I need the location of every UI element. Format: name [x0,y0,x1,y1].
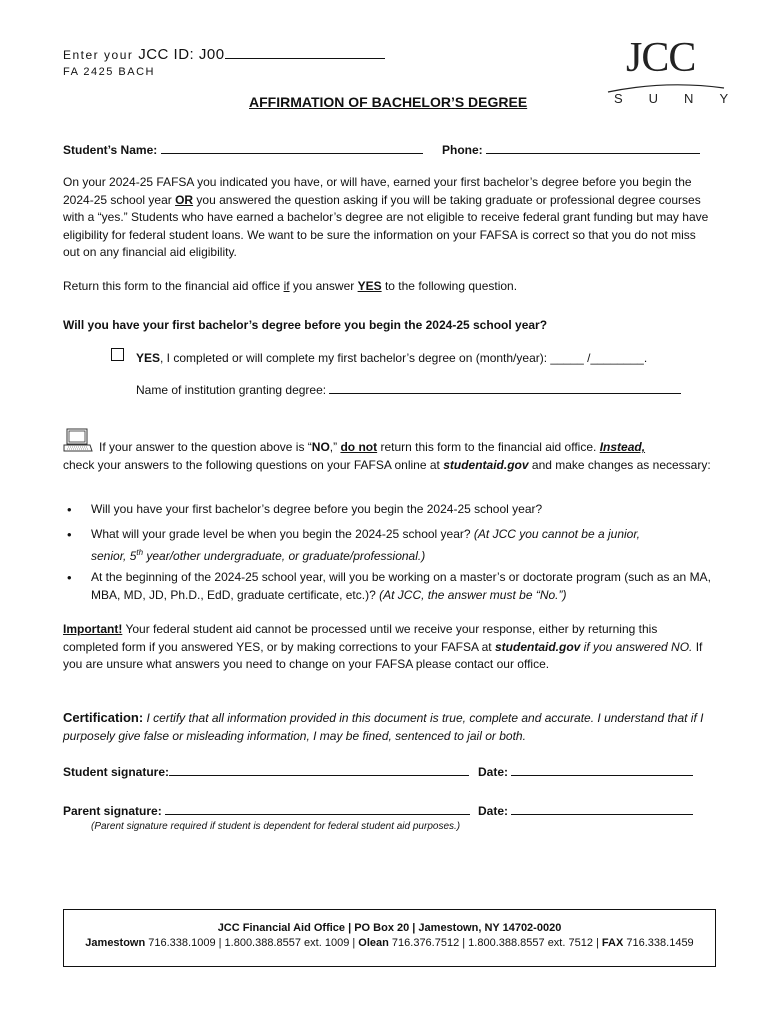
intro-paragraph [63,174,711,262]
page-title: AFFIRMATION OF BACHELOR’S DEGREE [249,94,528,110]
jcc-logo [606,34,755,106]
student-name-field[interactable] [161,141,423,154]
no-text-3: return this form to the financial aid office. [377,440,600,454]
important-text-2: if you answered NO. [580,639,693,654]
intro-text-1: On your 2024-25 FAFSA you indicated you have, or will have, earned your first bachelor’s degree before you begin the 2024-25 school year [63,175,692,207]
footer-contact-box [63,909,716,967]
bullet-item-2 [91,526,711,565]
yes-label: YES [136,351,161,365]
no-label: NO [311,440,330,454]
footer-phones [64,937,715,949]
phone-label: Phone: [442,143,483,157]
bullet-2-note-3: year/other undergraduate, or graduate/professional.) [143,548,426,563]
bullet-dot: • [67,527,72,542]
footer-olean-numbers: 716.376.7512 | 1.800.388.8557 ext. 7512 | [388,937,602,949]
bullet-item-1: Will you have your first bachelor’s degree before you begin the 2024-25 school year? [91,502,543,516]
institution-field[interactable] [329,381,681,394]
no-site: studentaid.gov [443,457,529,472]
bullet-3-text: At the beginning of the 2024-25 school year, will you be working on a master’s or doctorate program (such as an MA, MBA, MD, JD, Ph.D., EdD, graduate certificate, etc.)? [91,570,711,602]
important-text-1: Your federal student aid cannot be processed until we receive your response, either by returning this completed form if you answered YES, or by making corrections to your FAFSA at [63,622,658,654]
footer-olean: Olean [358,937,389,949]
return-text-1: Return this form to the financial aid office [63,279,284,293]
certification-label: Certification: [63,710,144,725]
bullet-3-note: (At JCC, the answer must be “No.”) [379,587,567,602]
yes-text: , I completed or will complete my first bachelor’s degree on (month/year): _____ /________. [160,351,648,365]
no-do-not: do not [340,440,378,454]
bullet-item-3 [91,569,713,604]
parent-date-label: Date: [478,804,509,818]
no-text-1: If your answer to the question above is “ [99,440,312,454]
certification-paragraph [63,709,713,745]
jcc-id-field[interactable] [225,44,385,59]
return-instruction [63,278,517,296]
return-yes: YES [357,279,382,293]
footer-fax-number: 716.338.1459 [623,937,694,949]
intro-or: OR [175,192,194,207]
parent-signature-row [63,802,470,818]
footer-jamestown-numbers: 716.338.1009 | 1.800.388.8557 ext. 1009 | [145,937,359,949]
no-text-5: and make changes as necessary: [528,457,711,472]
footer-fax: FAX [601,937,624,949]
parent-date-row [478,802,693,818]
student-signature-label: Student signature: [63,765,170,779]
return-if: if [283,279,290,293]
phone-row [442,141,700,157]
institution-label: Name of institution granting degree: [136,383,327,397]
important-text-3: If you are unsure what answers you need to change on your FAFSA please contact our office. [63,639,703,671]
intro-text-2: you answered the question asking if you will be taking graduate or professional degree courses with a “yes.” Students who have earned a bachelor’s degree are not eligible to receive federal grant funding but may have eligibility for federal student loans. We want to be sure the information on your FAFSA is correct so that you do not miss out on any financial aid eligibility. [63,192,709,259]
jcc-id-line [63,44,385,63]
no-text-2: ,” [329,440,341,454]
logo-text: JCC [626,35,696,81]
main-question: Will you have your first bachelor’s degree before you begin the 2024-25 school year? [63,318,548,332]
no-instead: Instead, [599,440,646,454]
phone-field[interactable] [486,141,700,154]
yes-checkbox[interactable] [111,348,124,361]
return-text-2: you answer [289,279,358,293]
parent-signature-label: Parent signature: [63,804,162,818]
no-text-4: check your answers to the following questions on your FAFSA online at [63,457,444,472]
bullet-dot: • [67,570,72,585]
student-date-field[interactable] [511,763,693,776]
student-signature-row [63,763,469,779]
logo-subtext: SUNY [614,91,755,106]
footer-address: JCC Financial Aid Office | PO Box 20 | Jamestown, NY 14702-0020 [217,922,562,934]
bullet-2-note-1: (At JCC you cannot be a junior, [473,527,640,541]
yes-option [136,351,647,365]
certification-text: I certify that all information provided in this document is true, complete and accurate. I understand that if I purposely give false or misleading information, I may be fined, sentenced to jail or both. [63,711,704,743]
bullet-dot: • [67,502,72,517]
bullet-2-sup: th [136,547,144,557]
parent-signature-note: (Parent signature required if student is dependent for federal student aid purposes.) [91,821,461,832]
important-paragraph [63,621,713,674]
student-name-row [63,141,423,157]
footer-jamestown: Jamestown [85,937,146,949]
institution-row [136,381,681,397]
return-text-3: to the following question. [381,279,518,293]
parent-signature-field[interactable] [165,802,470,815]
term-code: FA 2425 BACH [63,66,155,78]
bullet-2-text: What will your grade level be when you begin the 2024-25 school year? [91,527,474,541]
student-date-row [478,763,693,779]
parent-date-field[interactable] [511,802,693,815]
student-signature-field[interactable] [169,763,469,776]
important-site: studentaid.gov [494,639,581,654]
jcc-id-label: JCC ID: J00 [138,46,225,63]
important-label: Important! [63,622,123,636]
bullet-2-note-2: senior, 5 [91,548,137,563]
student-name-label: Student’s Name: [63,143,158,157]
enter-label: Enter your [63,48,134,62]
student-date-label: Date: [478,765,509,779]
no-paragraph [63,439,713,474]
